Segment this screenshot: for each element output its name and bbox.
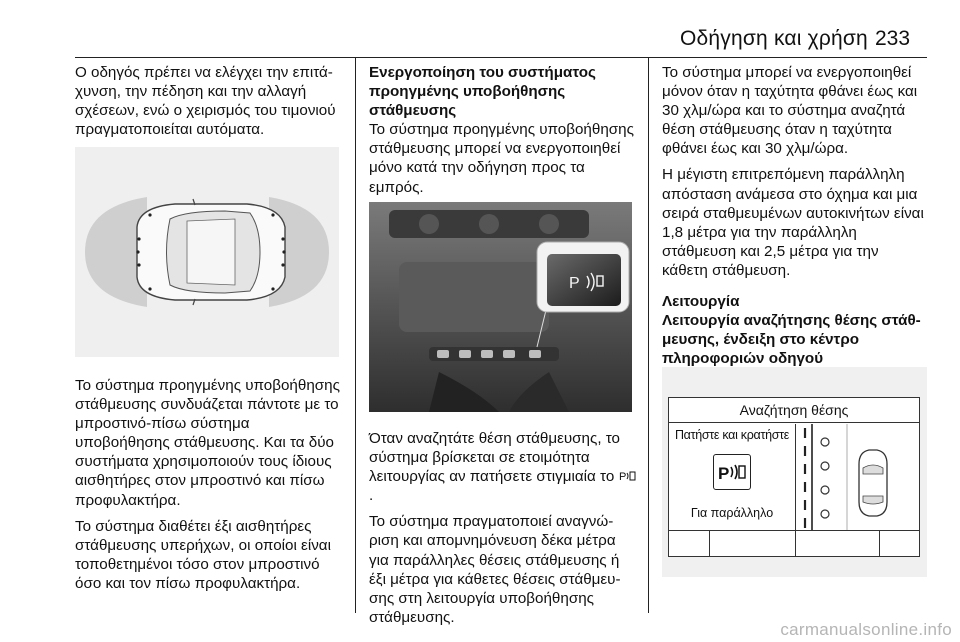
dic-display-figure bbox=[662, 367, 927, 577]
dic-divider bbox=[669, 530, 919, 531]
watermark: carmanualsonline.info bbox=[780, 620, 952, 639]
car-top-view-icon bbox=[797, 424, 917, 530]
dic-right-panel bbox=[797, 424, 917, 530]
paragraph: Το σύστημα προηγμένης υποβοήθησης στάθμευσης μπορεί να ενεργοποιηθεί μόνο κατά την οδήγηση προς τα εμπρός. bbox=[369, 121, 634, 196]
svg-text:P: P bbox=[718, 464, 730, 483]
paragraph: Η μέγιστη επιτρεπόμενη παράλληλη απόσταση ανάμεσα στο όχημα και μια σειρά σταθμευμένων αυτοκινήτων είναι 1,8 μέτρα για την παράλληλη στάθμευση και 2,5 μέτρα για την κάθετη στάθμευση. bbox=[662, 166, 924, 279]
sensor-diagram-figure bbox=[75, 147, 339, 357]
column-divider-1 bbox=[355, 58, 356, 613]
paragraph: Το σύστημα πραγματοποιεί αναγνώριση και απομνημόνευση δέκα μέτρα για παράλληλες θέσεις στάθμευσης ή έξι μέτρα για κάθετες θέσεις στάθμευσης στη λειτουργία υποβοήθησης στάθμευσης. bbox=[369, 513, 621, 626]
subsection-heading: Λειτουργία αναζήτησης θέσης στάθμευσης, ένδειξη στο κέντρο πληροφοριών οδηγού bbox=[662, 312, 921, 368]
car-top-view-icon bbox=[75, 147, 339, 357]
dic-mode: Για παράλληλο bbox=[690, 506, 774, 520]
section-heading: Λειτουργία bbox=[662, 293, 740, 311]
paragraph: Το σύστημα μπορεί να ενεργοποιηθεί μόνον όταν η ταχύτητα φθάνει έως και 30 χλμ/ώρα και το σύστημα αναζητά θέση στάθμευσης όταν η ταχύτητα φθάνει έως και 30 χλμ/ώρα. bbox=[662, 64, 918, 158]
park-assist-icon bbox=[713, 454, 751, 490]
paragraph: Το σύστημα προηγμένης υποβοήθησης στάθμευσης συνδυάζεται πάντοτε με το μπροστινό-πίσω σύστημα υποβοήθησης στάθμευσης. Και τα δύο συστήματα χρησιμοποιούν τους ίδιους αισθητήρες στον μπροστινό και πίσω προφυλακτήρα. bbox=[75, 377, 340, 509]
column-divider-2 bbox=[648, 58, 649, 613]
column-1 bbox=[75, 63, 345, 146]
dic-instruction: Πατήστε και κρατήστε bbox=[674, 428, 790, 442]
column-3 bbox=[662, 63, 927, 368]
dic-divider bbox=[879, 531, 880, 556]
column-1-lower bbox=[75, 376, 345, 600]
column-2 bbox=[369, 63, 637, 204]
dic-title: Αναζήτηση θέσης bbox=[669, 398, 919, 423]
park-assist-icon bbox=[619, 469, 637, 483]
page-header bbox=[0, 0, 960, 56]
paragraph-text: Όταν αναζητάτε θέση στάθμευσης, το σύστημα βρίσκεται σε ετοιμότητα λειτουργίας αν πατήσετε στιγμιαία το bbox=[369, 430, 620, 486]
header-divider bbox=[75, 57, 927, 58]
page-number: 233 bbox=[875, 27, 911, 50]
console-photo bbox=[369, 202, 632, 412]
paragraph: Το σύστημα διαθέτει έξι αισθητήρες στάθμευσης υπερήχων, οι οποίοι είναι τοποθετημένοι τόσο στον μπροστινό όσο και τον πίσω προφυλακτήρα. bbox=[75, 517, 331, 592]
section-heading: Ενεργοποίηση του συστήματος προηγμένης υποβοήθησης στάθμευσης bbox=[369, 64, 596, 120]
section-title: Οδήγηση και χρήση bbox=[680, 27, 868, 50]
paragraph-end: . bbox=[369, 487, 374, 505]
dic-divider bbox=[795, 531, 796, 556]
paragraph bbox=[369, 429, 637, 505]
dic-left-panel bbox=[669, 424, 796, 530]
dic-screen bbox=[668, 397, 920, 557]
svg-text:P: P bbox=[618, 471, 626, 484]
dic-divider bbox=[709, 531, 710, 556]
paragraph: Ο οδηγός πρέπει να ελέγχει την επιτάχυνση, την πέδηση και την αλλαγή σχέσεων, ενώ ο χειρισμός του τιμονιού πραγματοποιείται αυτόματα. bbox=[75, 64, 336, 139]
column-2-lower bbox=[369, 429, 637, 634]
console-photo-figure bbox=[369, 202, 632, 412]
park-assist-icon: P bbox=[569, 275, 580, 292]
